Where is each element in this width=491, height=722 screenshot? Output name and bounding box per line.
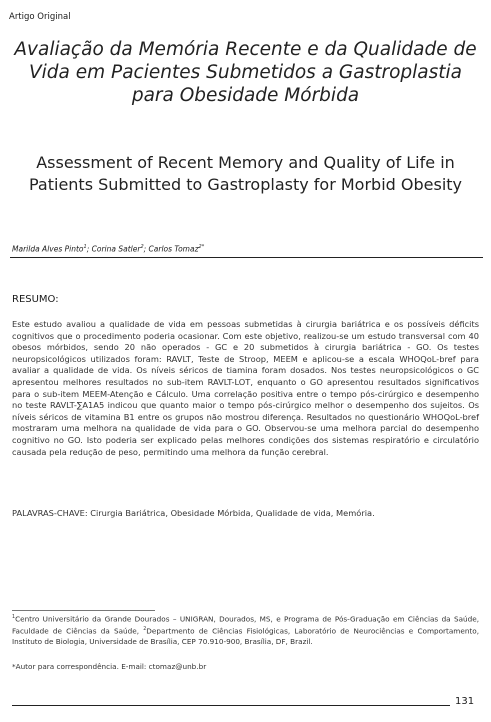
footnote-sup: 2 xyxy=(143,626,147,632)
author-separator: ; xyxy=(143,244,149,254)
section-label: Artigo Original xyxy=(9,12,71,22)
correspondence-note: *Autor para correspondência. E-mail: ctomaz@unb.br xyxy=(12,662,207,671)
author-separator: ; xyxy=(86,244,92,254)
title-portuguese: Avaliação da Memória Recente e da Qualidade de Vida em Pacientes Submetidos a Gastroplastia para Obesidade Mórbida xyxy=(14,39,477,106)
author-list xyxy=(12,244,204,254)
keywords-label: PALAVRAS-CHAVE: xyxy=(12,508,88,518)
footnote-affiliation-1: Centro Universitário da Grande Dourados – UNIGRAN, Dourados, MS, e Programa de Pós-Graduação em Ciências da Saúde, Faculdade de Ciências da Saúde, xyxy=(12,614,479,636)
author-name: Carlos Tomaz xyxy=(148,244,199,254)
abstract-heading: RESUMO: xyxy=(12,294,59,305)
author-affiliation-sup: 2* xyxy=(198,244,205,250)
author-name: Marilda Alves Pinto xyxy=(12,244,84,254)
footnote-divider xyxy=(12,610,155,611)
keywords-text: Cirurgia Bariátrica, Obesidade Mórbida, Qualidade de vida, Memória. xyxy=(87,508,375,518)
affiliation-footnote xyxy=(12,613,479,647)
authors-divider xyxy=(10,257,483,258)
author-affiliation-sup: 2 xyxy=(140,244,144,250)
author-name: Corina Satler xyxy=(91,244,141,254)
title-english: Assessment of Recent Memory and Quality of Life in Patients Submitted to Gastroplasty for Morbid Obesity xyxy=(28,153,462,194)
author-affiliation-sup: 1 xyxy=(83,244,87,250)
footnote-affiliation-2: Departmento de Ciências Fisiológicas, Laboratório de Neurociências e Comportamento, Instituto de Biologia, Universidade de Brasília, CEP 70.910-900, Brasília, DF, Brazil. xyxy=(12,626,480,646)
page-bottom-rule xyxy=(12,705,450,706)
footnote-sup: 1 xyxy=(12,615,16,620)
abstract-text: Este estudo avaliou a qualidade de vida em pessoas submetidas à cirurgia bariátrica e os possíveis déficits cognitivos que o procedimento poderia ocasionar. Com este objetivo, realizou-se um estudo transversal com 40 obesos mórbidos, sendo 20 não operados - GC e 20 submetidos à cirurgia bariátrica - GO. Os testes neuropsicológicos utilizados foram: RAVLT, Teste de Stroop, MEEM e aplicou-se a escala WHOQoL-bref para avaliar a qualidade de vida. Os níveis séricos de tiamina foram dosados. Nos testes neuropsicológicos o GC apresentou melhores resultados no sub-item RAVLT-LOT, enquanto o GO apresentou resultados significativos para o sub-item MEEM-Atenção e Cálculo. Uma correlação positiva entre o tempo pós-cirúrgico e desempenho no teste RAVLT-∑A1A5 indicou que quanto maior o tempo pós-cirúrgico melhor o desempenho dos sujeitos. Os níveis séricos de vitamina B1 entre os grupos não mostrou diferença. Resultados no questionário WHOQoL-bref mostraram uma melhora na qualidade de vida para o GO. Observou-se uma melhora parcial do desempenho cognitivo no GO. Isto poderia ser explicado pelas melhores condições dos sistemas respiratório e circulatório causada pela redução de peso, permitindo uma melhora da função cerebral. xyxy=(12,319,479,457)
page-number: 131 xyxy=(455,696,475,707)
keywords-line xyxy=(12,508,375,518)
